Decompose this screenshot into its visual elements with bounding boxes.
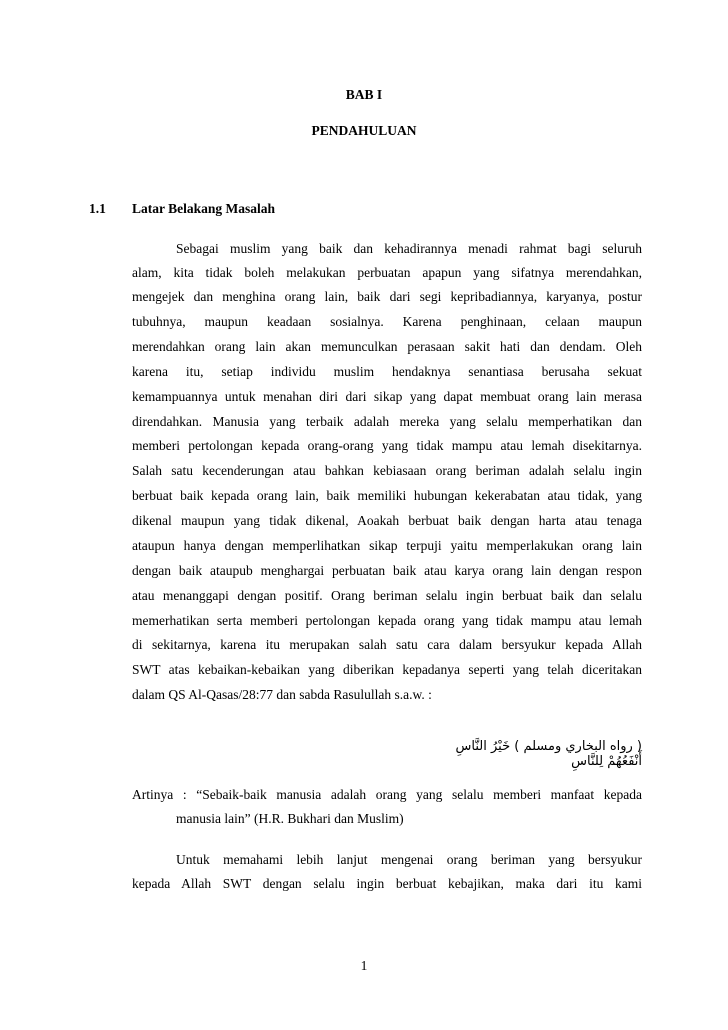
paragraph-line: dengan baik ataupub menghargai perbuatan baik atau karya orang lain dengan respon — [132, 563, 642, 578]
paragraph-line: dalam QS Al-Qasas/28:77 dan sabda Rasulullah s.a.w. : — [132, 687, 432, 702]
paragraph-line: alam, kita tidak boleh melakukan perbuatan apapun yang sifatnya merendahkan, — [132, 265, 642, 280]
hadith-arabic-text: ( رواه البخاري ومسلم ) خَيْرُ النَّاسِ أَنْفَعُهُمْ لِلنَّاسِ — [455, 739, 642, 769]
chapter-number: BAB I — [345, 87, 383, 102]
paragraph-line: direndahkan. Manusia yang terbaik adalah mereka yang selalu memperhatikan dan — [132, 414, 642, 429]
paragraph-line: memberi pertolongan kepada orang-orang yang tidak mampu atau lemah disekitarnya. — [132, 438, 642, 453]
paragraph-line: kepada Allah SWT dengan selalu ingin berbuat kebajikan, maka dari itu kami — [132, 876, 642, 891]
paragraph-line: Salah satu kecenderungan atau bahkan kebiasaan orang beriman adalah selalu ingin — [132, 463, 642, 478]
chapter-title: PENDAHULUAN — [311, 123, 417, 138]
paragraph-line: tubuhnya, maupun keadaan sosialnya. Karena penghinaan, celaan maupun — [132, 314, 642, 329]
paragraph-line: atau menanggapi dengan positif. Orang beriman selalu ingin berbuat baik dan selalu — [132, 588, 642, 603]
paragraph-line: Sebagai muslim yang baik dan kehadirannya menadi rahmat bagi seluruh — [176, 241, 642, 256]
translation-line-1: Artinya : “Sebaik-baik manusia adalah orang yang selalu memberi manfaat kepada — [132, 787, 642, 802]
paragraph-line: dikenal maupun yang tidak dikenal, Aoakah berbuat baik dengan harta atau tenaga — [132, 513, 642, 528]
paragraph-line: ataupun hanya dengan memperlihatkan sikap terpuji yaitu memperlakukan orang lain — [132, 538, 642, 553]
section-title: Latar Belakang Masalah — [132, 201, 276, 216]
paragraph-line: karena itu, setiap individu muslim hendaknya senantiasa berusaha sekuat — [132, 364, 642, 379]
paragraph-line: mengejek dan menghina orang lain, baik dari segi kepribadiannya, karyanya, postur — [132, 289, 642, 304]
paragraph-line: kemampuannya untuk menahan diri dari sikap yang dapat membuat orang lain merasa — [132, 389, 642, 404]
paragraph-line: SWT atas kebaikan-kebaikan yang diberikan kepadanya seperti yang telah diceritakan — [132, 662, 642, 677]
paragraph-line: Untuk memahami lebih lanjut mengenai orang beriman yang bersyukur — [176, 852, 642, 867]
page-number: 1 — [360, 958, 368, 973]
section-number: 1.1 — [89, 201, 106, 216]
paragraph-line: memerhatikan serta memberi pertolongan kepada orang yang tidak mampu atau lemah — [132, 613, 642, 628]
paragraph-line: berbuat baik kepada orang lain, baik memiliki hubungan kekerabatan atau tidak, yang — [132, 488, 642, 503]
paragraph-line: merendahkan orang lain akan memunculkan perasaan sakit hati dan dendam. Oleh — [132, 339, 642, 354]
translation-line-2: manusia lain” (H.R. Bukhari dan Muslim) — [176, 811, 404, 826]
paragraph-line: di sekitarnya, karena itu merupakan salah satu cara dalam bersyukur kepada Allah — [132, 637, 642, 652]
